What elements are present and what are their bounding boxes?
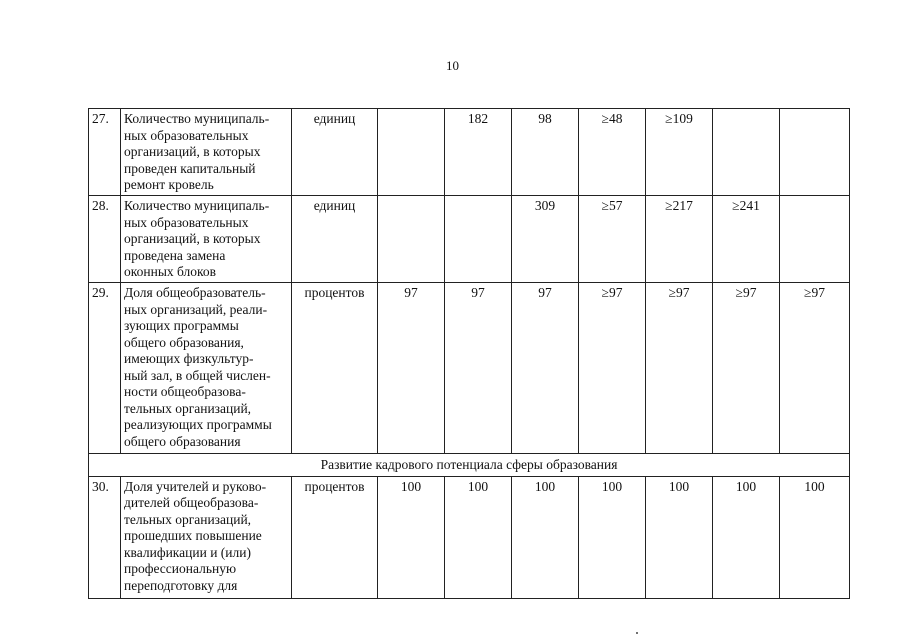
unit-cell: процентов xyxy=(292,476,378,598)
indicator-name-line: тельных организаций, xyxy=(124,511,252,527)
value-cell xyxy=(780,109,850,196)
value-cell: 100 xyxy=(713,476,780,598)
value-cell xyxy=(780,196,850,283)
indicator-name-line: оконных блоков xyxy=(124,264,217,279)
indicator-name-line: тельных организаций, xyxy=(124,400,252,416)
indicator-name-line: ных образовательных xyxy=(124,214,249,230)
indicators-table xyxy=(88,108,850,599)
indicator-name-line: Количество муниципаль- xyxy=(124,198,270,213)
indicator-name-line: прошедших повышение xyxy=(124,528,262,543)
unit-cell: единиц xyxy=(292,109,378,196)
table-body-top xyxy=(89,109,850,454)
section-title: Развитие кадрового потенциала сферы образования xyxy=(89,454,850,477)
table-row xyxy=(89,109,850,196)
table-row xyxy=(89,196,850,283)
value-cell xyxy=(378,196,445,283)
value-cell: 100 xyxy=(646,476,713,598)
value-cell: 100 xyxy=(445,476,512,598)
value-cell: ≥97 xyxy=(713,283,780,454)
value-cell xyxy=(445,196,512,283)
indicator-name xyxy=(121,476,292,598)
indicator-name-line: Доля учителей и руково- xyxy=(124,478,267,494)
indicator-name-line: Количество муниципаль- xyxy=(124,111,270,126)
value-cell: ≥48 xyxy=(579,109,646,196)
value-cell: 100 xyxy=(579,476,646,598)
page-number: 10 xyxy=(446,58,459,73)
row-number: 29. xyxy=(89,283,121,454)
value-cell: ≥97 xyxy=(579,283,646,454)
unit-cell: процентов xyxy=(292,283,378,454)
indicator-name-line: общего образования xyxy=(124,433,241,449)
indicator-name-line: квалификации и (или) xyxy=(124,544,251,560)
indicator-name-line: ных организаций, реали- xyxy=(124,301,268,317)
table-row xyxy=(89,283,850,454)
value-cell: ≥241 xyxy=(713,196,780,283)
indicator-name-line: проведена замена xyxy=(124,247,226,263)
indicator-name-line: реализующих программы xyxy=(124,417,272,432)
value-cell: 100 xyxy=(780,476,850,598)
value-cell: 309 xyxy=(512,196,579,283)
row-number: 28. xyxy=(89,196,121,283)
section-header-row xyxy=(89,454,850,477)
value-cell: ≥97 xyxy=(646,283,713,454)
indicator-name-line: имеющих физкультур- xyxy=(124,351,254,366)
value-cell: 100 xyxy=(378,476,445,598)
value-cell: 98 xyxy=(512,109,579,196)
value-cell: ≥97 xyxy=(780,283,850,454)
indicator-name-line: организаций, в которых xyxy=(124,231,261,246)
value-cell xyxy=(378,109,445,196)
indicator-name-line: ных образовательных xyxy=(124,127,249,143)
indicator-name-line: зующих программы xyxy=(124,318,239,333)
indicator-name xyxy=(121,109,292,196)
indicator-name-line: ный зал, в общей числен- xyxy=(124,367,271,383)
indicator-name-line: Доля общеобразователь- xyxy=(124,285,266,300)
row-number: 27. xyxy=(89,109,121,196)
value-cell: ≥217 xyxy=(646,196,713,283)
indicator-name-line: ности общеобразова- xyxy=(124,384,246,399)
value-cell: ≥57 xyxy=(579,196,646,283)
value-cell: 97 xyxy=(378,283,445,454)
indicator-name-line: профессиональную xyxy=(124,561,237,576)
indicator-name xyxy=(121,196,292,283)
table-section xyxy=(89,454,850,477)
indicator-name-line: переподготовку для xyxy=(124,577,238,593)
value-cell: 100 xyxy=(512,476,579,598)
value-cell: ≥109 xyxy=(646,109,713,196)
indicator-name xyxy=(121,283,292,454)
indicator-name-line: дителей общеобразова- xyxy=(124,495,259,510)
indicator-name-line: организаций, в которых xyxy=(124,144,261,159)
value-cell: 97 xyxy=(512,283,579,454)
unit-cell: единиц xyxy=(292,196,378,283)
row-number: 30. xyxy=(89,476,121,598)
indicator-name-line: ремонт кровель xyxy=(124,177,214,192)
indicator-name-line: проведен капитальный xyxy=(124,160,256,176)
value-cell: 97 xyxy=(445,283,512,454)
indicator-name-line: общего образования, xyxy=(124,334,244,350)
table-row xyxy=(89,476,850,598)
value-cell xyxy=(713,109,780,196)
value-cell: 182 xyxy=(445,109,512,196)
scan-speck xyxy=(636,632,638,634)
table-body-bottom xyxy=(89,476,850,598)
